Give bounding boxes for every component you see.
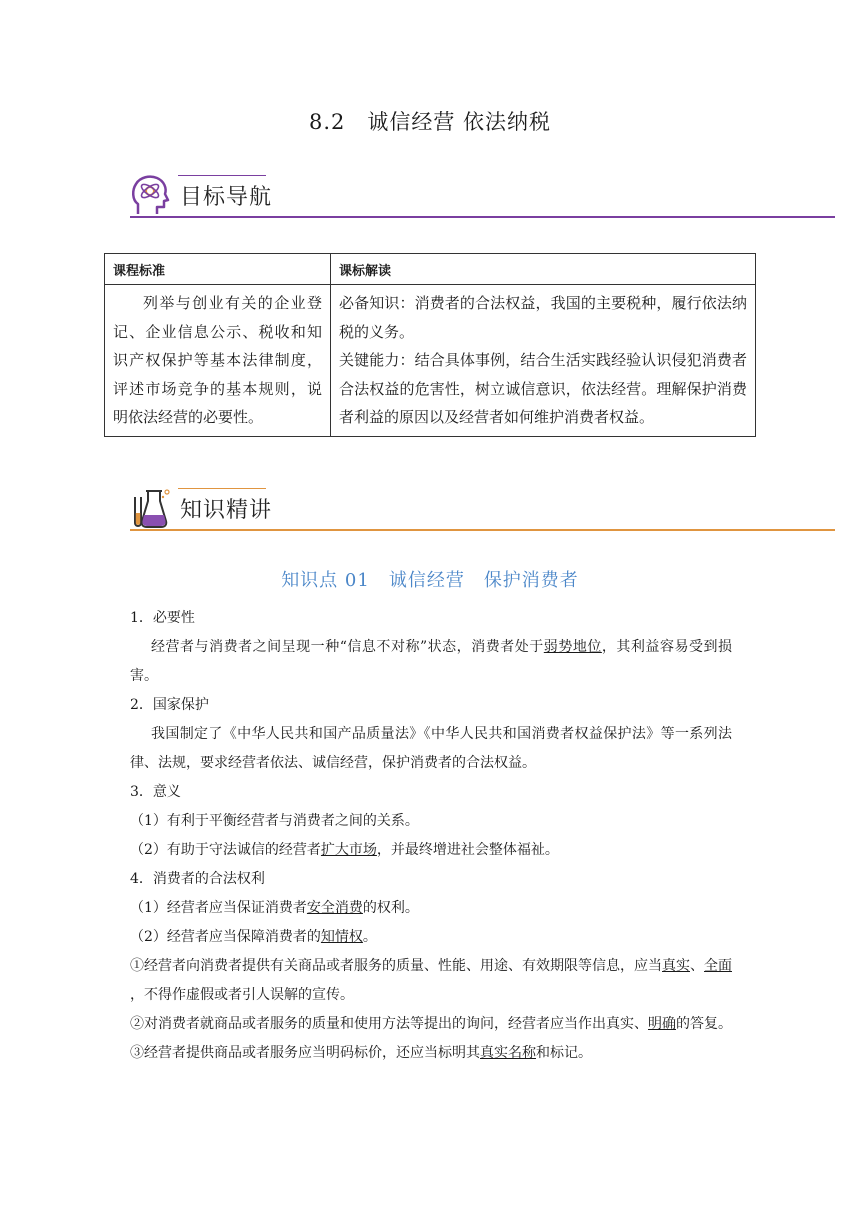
item-rights-1: （1）经营者应当保证消费者安全消费的权利。 — [130, 900, 419, 916]
heading-state-protection: 2．国家保护 — [130, 697, 209, 713]
heading-necessity: 1．必要性 — [130, 610, 195, 626]
circle-item-2: ②对消费者就商品或者服务的质量和使用方法等提出的询问，经营者应当作出真实、明确的答复。 — [130, 1016, 732, 1032]
curriculum-table — [104, 253, 756, 437]
flask-icon — [130, 487, 170, 529]
page-title: 8.2 诚信经营 依法纳税 — [308, 110, 552, 134]
circle-item-1: ①经营者向消费者提供有关商品或者服务的质量、性能、用途、有效期限等信息，应当真实、全面 ，不得作虚假或者引人误解的宣传。 — [130, 958, 732, 1003]
table-header-standard: 课程标准 — [105, 254, 331, 285]
table-cell-interpretation — [331, 285, 756, 437]
ability-text: 关键能力：结合具体事例，结合生活实践经验认识侵犯消费者合法权益的危害性，树立诚信意识，依法经营。理解保护消费者利益的原因以及经营者如何维护消费者权益。 — [339, 351, 747, 426]
knowledge-point-title: 知识点 01 诚信经营 保护消费者 — [281, 570, 579, 591]
paragraph-necessity: 经营者与消费者之间呈现一种“信息不对称”状态，消费者处于弱势地位，其利益容易受到损害。 — [130, 639, 733, 684]
paragraph-state-protection: 我国制定了《中华人民共和国产品质量法》《中华人民共和国消费者权益保护法》等一系列法律、法规，要求经营者依法、诚信经营，保护消费者的合法权益。 — [130, 726, 732, 771]
section-label: 目标导航 — [180, 185, 273, 210]
item-rights-2: （2）经营者应当保障消费者的知情权。 — [130, 929, 377, 945]
section-header-goals — [130, 172, 835, 220]
section-rule — [130, 529, 835, 531]
brain-head-icon — [130, 174, 170, 216]
circle-item-3: ③经营者提供商品或者服务应当明码标价，还应当标明其真实名称和标记。 — [130, 1045, 592, 1061]
knowledge-text: 必备知识：消费者的合法权益，我国的主要税种，履行依法纳税的义务。 — [339, 294, 747, 341]
item-significance-1: （1）有利于平衡经营者与消费者之间的关系。 — [130, 813, 419, 829]
item-significance-2: （2）有助于守法诚信的经营者扩大市场，并最终增进社会整体福祉。 — [130, 842, 559, 858]
section-header-knowledge — [130, 485, 835, 533]
table-header-interpretation: 课标解读 — [331, 254, 756, 285]
section-rule — [130, 216, 835, 218]
heading-consumer-rights: 4．消费者的合法权利 — [130, 871, 265, 887]
heading-significance: 3．意义 — [130, 784, 181, 800]
knowledge-body — [130, 604, 732, 1068]
table-cell-standard: 列举与创业有关的企业登记、企业信息公示、税收和知识产权保护等基本法律制度，评述市场竞争的基本规则，说明依法经营的必要性。 — [105, 285, 331, 437]
section-label: 知识精讲 — [180, 498, 273, 523]
